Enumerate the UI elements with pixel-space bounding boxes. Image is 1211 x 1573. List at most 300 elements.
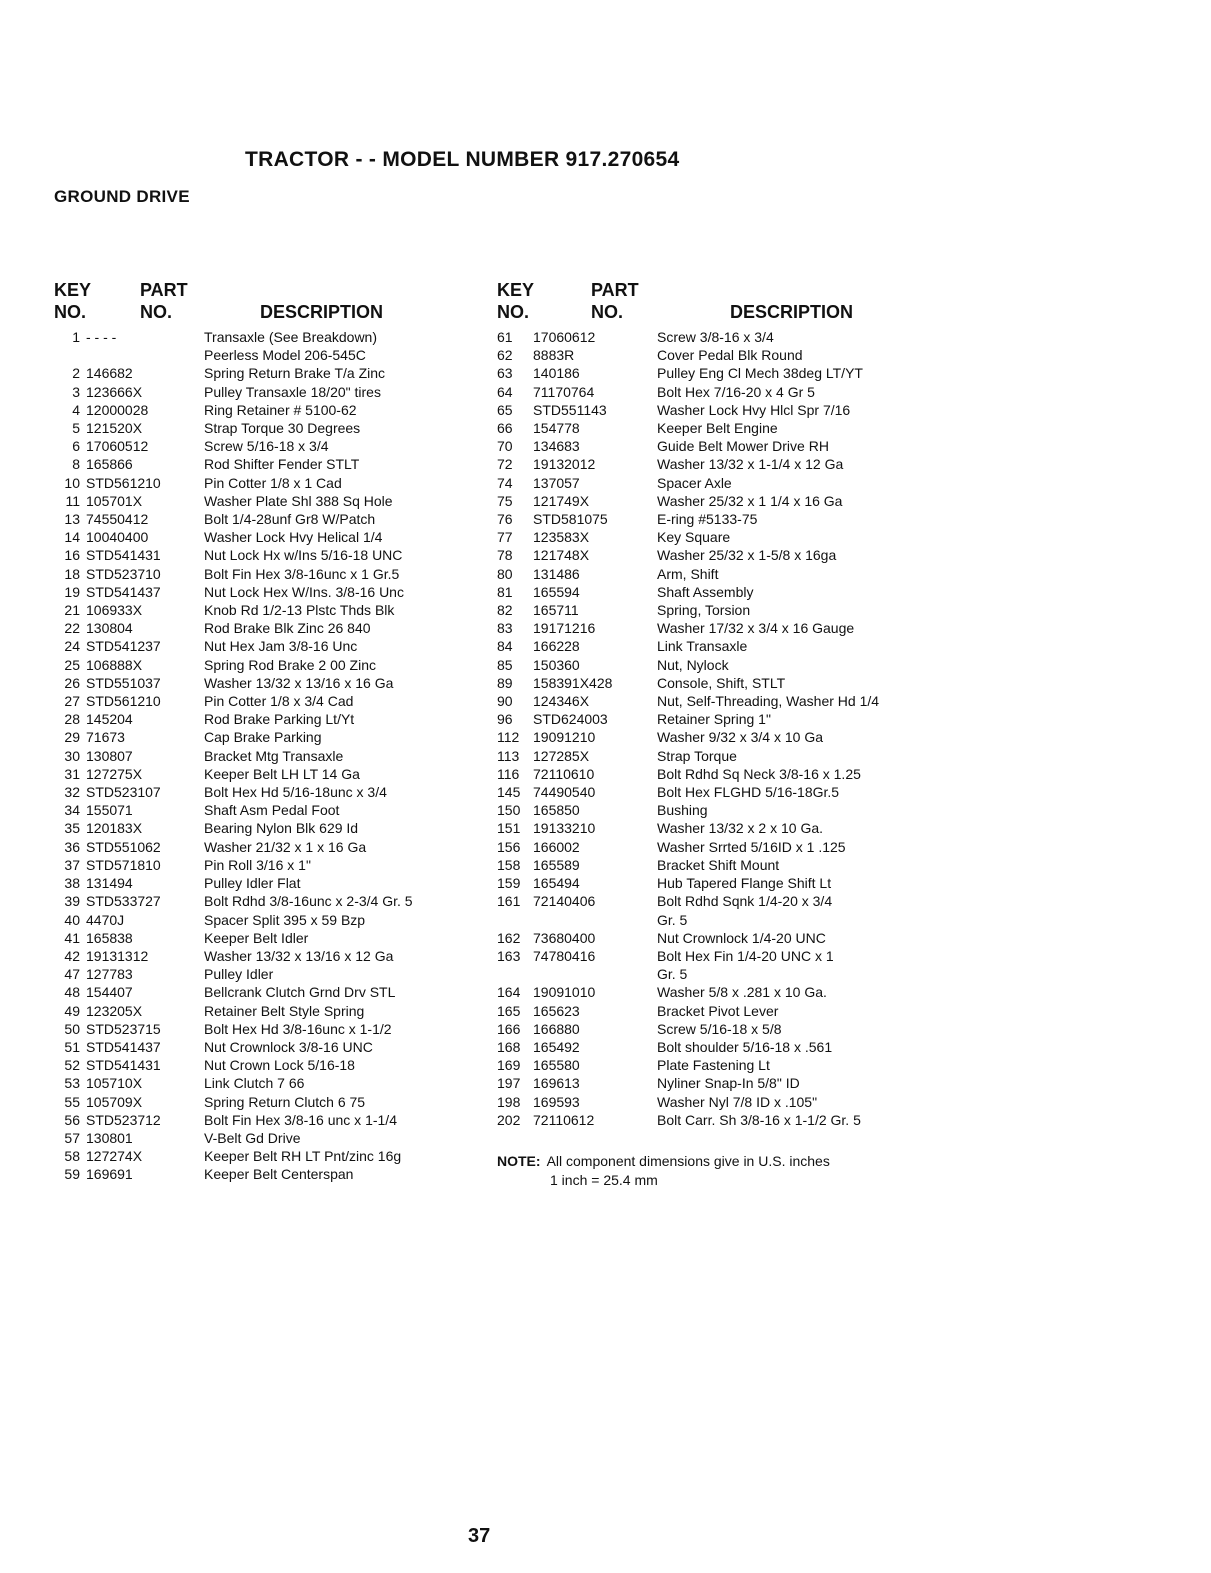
part-number: 74780416 [533,947,596,964]
part-number: 165623 [533,1002,580,1019]
part-number: 17060612 [533,329,596,345]
part-description: Nyliner Snap-In 5/8" ID [657,1075,800,1092]
part-description: Shaft Assembly [657,583,754,600]
part-number: 19091210 [533,729,596,746]
key-number: 168 [497,1038,521,1055]
part-number: 121520X [86,420,143,437]
key-number: 77 [497,529,513,546]
part-number: 106933X [86,602,143,619]
part-number: 165866 [86,456,133,473]
parts-row [497,1020,937,1038]
parts-row [497,1074,937,1092]
key-number: 113 [497,747,520,764]
parts-row [54,947,474,965]
key-number: 49 [64,1002,80,1019]
part-number: 71170764 [533,383,595,400]
key-number: 56 [64,1111,80,1128]
key-number: 197 [497,1075,521,1092]
parts-row [54,765,474,783]
part-description: Bracket Mtg Transaxle [204,747,344,764]
part-number: 155071 [86,802,133,819]
part-description: Washer 25/32 x 1-5/8 x 16ga [657,547,837,564]
part-number: 12000028 [86,401,149,418]
part-description: Spacer Axle [657,474,732,491]
part-description: Washer 5/8 x .281 x 10 Ga. [657,984,827,1001]
part-description: Pulley Transaxle 18/20" tires [204,383,381,400]
part-description: V-Belt Gd Drive [204,1129,301,1146]
key-number: 13 [64,511,80,528]
key-number: 10 [64,474,80,491]
parts-row [497,601,937,619]
part-description: Strap Torque [657,747,737,764]
part-number: 19133210 [533,820,596,837]
key-number: 90 [497,693,513,710]
parts-row [497,346,937,364]
key-number: 30 [64,747,80,764]
parts-row [54,838,474,856]
key-number: 61 [497,329,513,345]
parts-row [497,856,937,874]
key-number: 6 [72,438,80,455]
section-title: GROUND DRIVE [54,187,190,206]
key-number: 24 [64,638,80,655]
part-description: Bolt Hex Hd 3/8-16unc x 1-1/2 [204,1020,392,1037]
part-description: Washer 17/32 x 3/4 x 16 Gauge [657,620,855,637]
part-number: 165494 [533,875,580,892]
part-number: STD624003 [533,711,608,728]
part-number: 165838 [86,929,133,946]
part-number: 74550412 [86,511,149,528]
key-number: 83 [497,620,513,637]
key-number: 84 [497,638,513,655]
key-number: 2 [72,365,80,382]
key-number: 47 [64,966,80,983]
parts-row [54,455,474,473]
header-key-no: NO. [54,302,87,322]
parts-row [54,1165,474,1183]
key-number: 161 [497,893,521,910]
key-number: 163 [497,947,521,964]
parts-row [54,619,474,637]
parts-row [497,765,937,783]
part-description: Rod Brake Parking Lt/Yt [204,711,355,728]
part-number: 169613 [533,1075,580,1092]
part-description: Nut Crown Lock 5/16-18 [204,1057,355,1074]
key-number: 42 [64,947,80,964]
parts-row [54,637,474,655]
parts-row [497,656,937,674]
part-number: 19131312 [86,947,149,964]
parts-row [497,328,937,346]
part-number: 105709X [86,1093,143,1110]
part-description: Washer 25/32 x 1 1/4 x 16 Ga [657,492,843,509]
key-number: 166 [497,1020,521,1037]
parts-row [497,838,937,856]
part-description: Gr. 5 [657,911,688,928]
part-description: Spring Rod Brake 2 00 Zinc [204,656,376,673]
key-number: 25 [64,656,80,673]
part-description: Bolt 1/4-28unf Gr8 W/Patch [204,511,376,528]
part-number: 19091010 [533,984,596,1001]
part-number: STD523712 [86,1111,161,1128]
parts-row [54,1002,474,1020]
parts-row [497,1093,937,1111]
key-number: 59 [64,1166,80,1183]
part-description: Washer Plate Shl 388 Sq Hole [204,492,393,509]
part-description: Arm, Shift [657,565,719,582]
parts-row [54,1020,474,1038]
key-number: 8 [72,456,80,473]
part-description: Washer 13/32 x 13/16 x 16 Ga [204,674,394,691]
part-description: Spring Return Brake T/a Zinc [204,365,386,382]
parts-row [54,783,474,801]
parts-row [497,546,937,564]
part-description: Keeper Belt Engine [657,420,778,437]
key-number: 66 [497,420,513,437]
part-description: Strap Torque 30 Degrees [204,420,361,437]
key-number: 38 [64,875,80,892]
part-description: Pulley Eng Cl Mech 38deg LT/YT [657,365,863,382]
part-number: 131494 [86,875,133,892]
parts-row [497,619,937,637]
part-description: Ring Retainer # 5100-62 [204,401,357,418]
parts-row [54,565,474,583]
part-number: 134683 [533,438,580,455]
key-number: 11 [65,492,80,509]
part-number: 145204 [86,711,133,728]
key-number: 32 [64,784,80,801]
parts-row [497,455,937,473]
part-description: Retainer Belt Style Spring [204,1002,365,1019]
key-number: 5 [72,420,80,437]
parts-row [497,947,937,965]
parts-row [54,328,474,346]
parts-row [54,892,474,910]
parts-row [497,565,937,583]
part-number: 169691 [86,1166,133,1183]
part-description: Pulley Idler [204,966,274,983]
part-number: 4470J [86,911,125,928]
parts-row [54,583,474,601]
part-number: 72110610 [533,765,595,782]
part-description: Nut, Self-Threading, Washer Hd 1/4 [657,693,880,710]
key-number: 116 [497,765,520,782]
part-description: Bolt Fin Hex 3/8-16 unc x 1-1/4 [204,1111,397,1128]
key-number: 51 [64,1038,80,1055]
part-number: 72110612 [533,1111,595,1128]
parts-row [497,911,937,929]
part-description: Spring, Torsion [657,602,751,619]
parts-row [54,819,474,837]
part-number: 127275X [86,765,143,782]
key-number: 150 [497,802,521,819]
part-description: Hub Tapered Flange Shift Lt [657,875,832,892]
part-description: Pin Roll 3/16 x 1" [204,856,311,873]
key-number: 39 [64,893,80,910]
parts-row [54,1129,474,1147]
key-number: 4 [72,401,80,418]
part-number: 106888X [86,656,143,673]
parts-row [54,1074,474,1092]
part-number: 105701X [86,492,143,509]
key-number: 48 [64,984,80,1001]
parts-row [497,401,937,419]
part-description: E-ring #5133-75 [657,511,758,528]
part-description: Screw 3/8-16 x 3/4 [657,329,774,345]
part-number: STD581075 [533,511,608,528]
part-number: 137057 [533,474,580,491]
note [497,1152,830,1190]
part-description: Pin Cotter 1/8 x 1 Cad [204,474,342,491]
part-description: Bracket Pivot Lever [657,1002,779,1019]
part-description: Washer 21/32 x 1 x 16 Ga [204,838,367,855]
parts-list-left [54,328,474,1184]
part-number: 19171216 [533,620,596,637]
part-description: Bellcrank Clutch Grnd Drv STL [204,984,396,1001]
part-number: STD551037 [86,674,161,691]
key-number: 31 [64,765,80,782]
part-number: 121748X [533,547,590,564]
part-description: Keeper Belt LH LT 14 Ga [204,765,360,782]
part-description: Washer 13/32 x 1-1/4 x 12 Ga [657,456,844,473]
key-number: 76 [497,511,513,528]
parts-row [54,801,474,819]
part-number: - - - - [86,329,117,345]
parts-row [497,929,937,947]
parts-row [54,710,474,728]
key-number: 27 [64,693,80,710]
part-number: STD523715 [86,1020,161,1037]
part-description: Bolt Hex Fin 1/4-20 UNC x 1 [657,947,834,964]
part-description: Keeper Belt Centerspan [204,1166,354,1183]
parts-row [497,419,937,437]
parts-row [54,911,474,929]
parts-row [497,528,937,546]
parts-row [497,492,937,510]
key-number: 28 [64,711,80,728]
parts-row [54,437,474,455]
key-number: 202 [497,1111,521,1128]
parts-row [497,510,937,528]
part-description: Console, Shift, STLT [657,674,786,691]
parts-row [54,1093,474,1111]
key-number: 75 [497,492,513,509]
part-description: Knob Rd 1/2-13 Plstc Thds Blk [204,602,395,619]
part-description: Bolt Hex FLGHD 5/16-18Gr.5 [657,784,840,801]
part-number: 130804 [86,620,133,637]
part-description: Bolt Hex Hd 5/16-18unc x 3/4 [204,784,387,801]
part-number: 123205X [86,1002,143,1019]
part-number: 120183X [86,820,143,837]
parts-row [54,656,474,674]
key-number: 85 [497,656,513,673]
part-description: Keeper Belt RH LT Pnt/zinc 16g [204,1148,402,1165]
parts-row [497,637,937,655]
part-number: 127274X [86,1148,143,1165]
key-number: 96 [497,711,513,728]
parts-row [497,801,937,819]
parts-row [497,692,937,710]
key-number: 78 [497,547,513,564]
parts-row [497,474,937,492]
header-part-no: NO. [591,302,624,322]
part-description: Washer 9/32 x 3/4 x 10 Ga [657,729,824,746]
parts-row [497,728,937,746]
key-number: 40 [64,911,80,928]
part-description: Rod Shifter Fender STLT [204,456,360,473]
part-description: Gr. 5 [657,966,688,983]
parts-row [497,1038,937,1056]
key-number: 112 [497,729,520,746]
part-description: Nut, Nylock [657,656,729,673]
part-description: Washer Lock Hvy Hlcl Spr 7/16 [657,401,851,418]
part-number: 130807 [86,747,133,764]
key-number: 81 [497,583,513,600]
parts-row [54,747,474,765]
part-description: Peerless Model 206-545C [204,347,366,364]
part-number: 17060512 [86,438,149,455]
part-description: Screw 5/16-18 x 3/4 [204,438,329,455]
parts-row [54,419,474,437]
note-conversion: 1 inch = 25.4 mm [550,1172,658,1188]
part-number: 71673 [86,729,125,746]
parts-row [54,401,474,419]
key-number: 162 [497,929,521,946]
parts-row [54,1038,474,1056]
part-number: STD541237 [86,638,161,655]
part-number: STD561210 [86,474,161,491]
note-text: All component dimensions give in U.S. inches [546,1153,830,1169]
key-number: 37 [64,856,80,873]
parts-row [497,383,937,401]
page-title: TRACTOR - - MODEL NUMBER 917.270654 [245,148,680,171]
part-description: Nut Crownlock 3/8-16 UNC [204,1038,373,1055]
column-header [54,280,474,328]
part-description: Bolt Hex 7/16-20 x 4 Gr 5 [657,383,815,400]
parts-row [54,492,474,510]
parts-list-right [497,328,937,1129]
key-number: 64 [497,383,513,400]
part-description: Link Transaxle [657,638,748,655]
parts-row [54,601,474,619]
part-number: STD551143 [533,401,607,418]
parts-row [497,437,937,455]
page-number: 37 [468,1525,491,1547]
key-number: 158 [497,856,521,873]
key-number: 29 [64,729,80,746]
part-description: Cap Brake Parking [204,729,322,746]
parts-row [497,674,937,692]
part-description: Washer Nyl 7/8 ID x .105" [657,1093,818,1110]
key-number: 80 [497,565,513,582]
parts-row [497,965,937,983]
part-description: Screw 5/16-18 x 5/8 [657,1020,782,1037]
key-number: 53 [64,1075,80,1092]
part-description: Bolt Fin Hex 3/8-16unc x 1 Gr.5 [204,565,400,582]
part-number: 123583X [533,529,590,546]
key-number: 3 [72,383,80,400]
key-number: 26 [64,674,80,691]
parts-row [497,583,937,601]
part-number: 140186 [533,365,580,382]
part-description: Spring Return Clutch 6 75 [204,1093,366,1110]
parts-row [54,346,474,364]
key-number: 159 [497,875,521,892]
key-number: 62 [497,347,513,364]
part-description: Pulley Idler Flat [204,875,301,892]
key-number: 198 [497,1093,521,1110]
key-number: 41 [64,929,80,946]
part-number: 165594 [533,583,580,600]
parts-row [54,983,474,1001]
parts-row [497,783,937,801]
parts-row [497,364,937,382]
part-number: STD561210 [86,693,161,710]
part-number: 74490540 [533,784,596,801]
part-number: 72140406 [533,893,596,910]
part-number: STD541431 [86,1057,161,1074]
part-number: 121749X [533,492,590,509]
part-description: Bolt Rdhd Sq Neck 3/8-16 x 1.25 [657,765,861,782]
key-number: 57 [64,1129,80,1146]
part-number: 130801 [86,1129,133,1146]
part-description: Nut Lock Hex W/Ins. 3/8-16 Unc [204,583,404,600]
part-number: 131486 [533,565,580,582]
part-number: STD541437 [86,1038,161,1055]
parts-row [54,364,474,382]
key-number: 169 [497,1057,521,1074]
part-description: Bushing [657,802,708,819]
key-number: 164 [497,984,521,1001]
parts-row [497,1056,937,1074]
part-description: Guide Belt Mower Drive RH [657,438,829,455]
part-number: STD533727 [86,893,161,910]
part-number: STD523107 [86,784,161,801]
part-number: STD571810 [86,856,161,873]
part-description: Washer 13/32 x 2 x 10 Ga. [657,820,824,837]
part-number: 166228 [533,638,580,655]
part-description: Bolt shoulder 5/16-18 x .561 [657,1038,833,1055]
part-number: 73680400 [533,929,596,946]
header-description: DESCRIPTION [260,302,384,322]
part-number: 158391X428 [533,674,613,691]
part-number: 169593 [533,1093,580,1110]
parts-row [54,546,474,564]
key-number: 82 [497,602,513,619]
header-part-no: NO. [140,302,173,322]
part-description: Key Square [657,529,731,546]
part-number: STD541437 [86,583,161,600]
parts-column-left [54,280,474,1184]
key-number: 151 [497,820,521,837]
part-number: 165492 [533,1038,580,1055]
parts-row [54,856,474,874]
parts-row [497,747,937,765]
part-number: 10040400 [86,529,149,546]
part-number: STD551062 [86,838,161,855]
header-part: PART [140,280,188,300]
part-description: Bolt Rdhd Sqnk 1/4-20 x 3/4 [657,893,833,910]
part-description: Bolt Rdhd 3/8-16unc x 2-3/4 Gr. 5 [204,893,413,910]
part-description: Link Clutch 7 66 [204,1075,305,1092]
key-number: 52 [64,1057,80,1074]
parts-row [54,383,474,401]
parts-row [497,1002,937,1020]
key-number: 14 [64,529,80,546]
parts-row [54,965,474,983]
key-number: 55 [64,1093,80,1110]
parts-row [54,874,474,892]
